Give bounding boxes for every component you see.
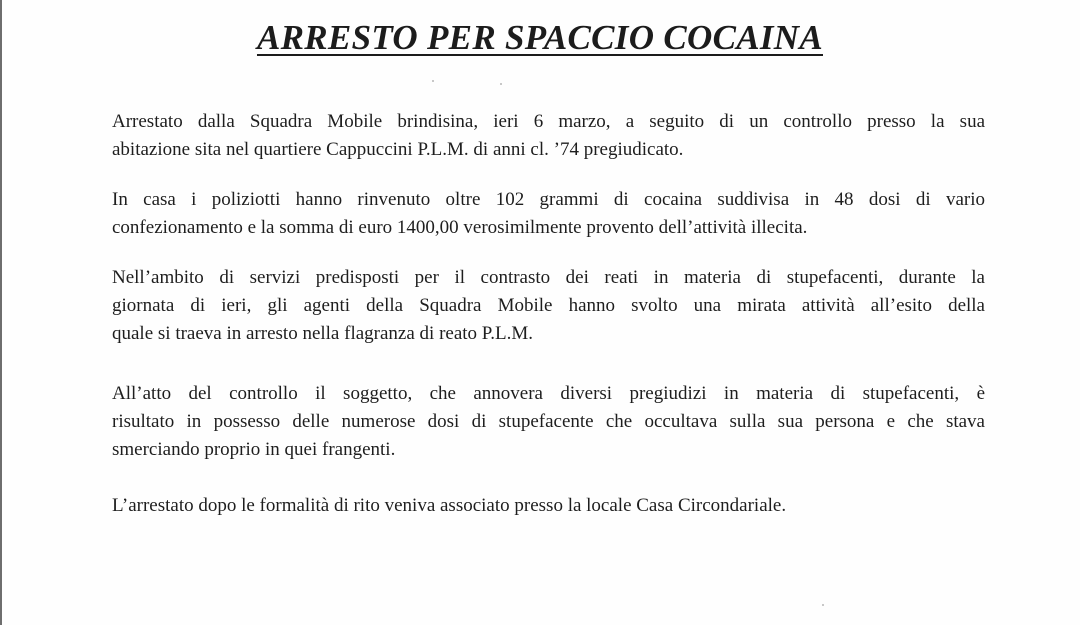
text-line: giornata di ieri, gli agenti della Squadra Mobile hanno svolto una mirata attività all’esito della bbox=[112, 295, 985, 316]
paragraph-3 bbox=[112, 264, 985, 348]
text-line: quale si traeva in arresto nella flagranza di reato P.L.M. bbox=[112, 323, 533, 344]
text-line: In casa i poliziotti hanno rinvenuto oltre 102 grammi di cocaina suddivisa in 48 dosi di vario bbox=[112, 189, 985, 210]
text-line: Arrestato dalla Squadra Mobile brindisina, ieri 6 marzo, a seguito di un controllo presso la sua bbox=[112, 111, 985, 132]
scan-speck bbox=[500, 83, 502, 85]
text-line: L’arrestato dopo le formalità di rito veniva associato presso la locale Casa Circondariale. bbox=[112, 495, 787, 516]
text-line: Nell’ambito di servizi predisposti per il contrasto dei reati in materia di stupefacenti, durante la bbox=[112, 267, 985, 288]
document-title: ARRESTO PER SPACCIO COCAINA bbox=[256, 18, 823, 57]
scan-speck bbox=[822, 604, 824, 606]
text-line: risultato in possesso delle numerose dosi di stupefacente che occultava sulla sua persona e che stava bbox=[112, 411, 985, 432]
text-line: confezionamento e la somma di euro 1400,00 verosimilmente provento dell’attività illecita. bbox=[112, 217, 808, 238]
page-edge bbox=[0, 0, 2, 625]
paragraph-4 bbox=[112, 380, 985, 464]
text-line: All’atto del controllo il soggetto, che annovera diversi pregiudizi in materia di stupefacenti, è bbox=[112, 383, 985, 404]
paragraph-5 bbox=[112, 492, 985, 520]
paragraph-1 bbox=[112, 108, 985, 164]
scan-speck bbox=[432, 80, 434, 82]
text-line: abitazione sita nel quartiere Cappuccini P.L.M. di anni cl. ’74 pregiudicato. bbox=[112, 139, 684, 160]
paragraph-2 bbox=[112, 186, 985, 242]
text-line: smerciando proprio in quei frangenti. bbox=[112, 439, 396, 460]
